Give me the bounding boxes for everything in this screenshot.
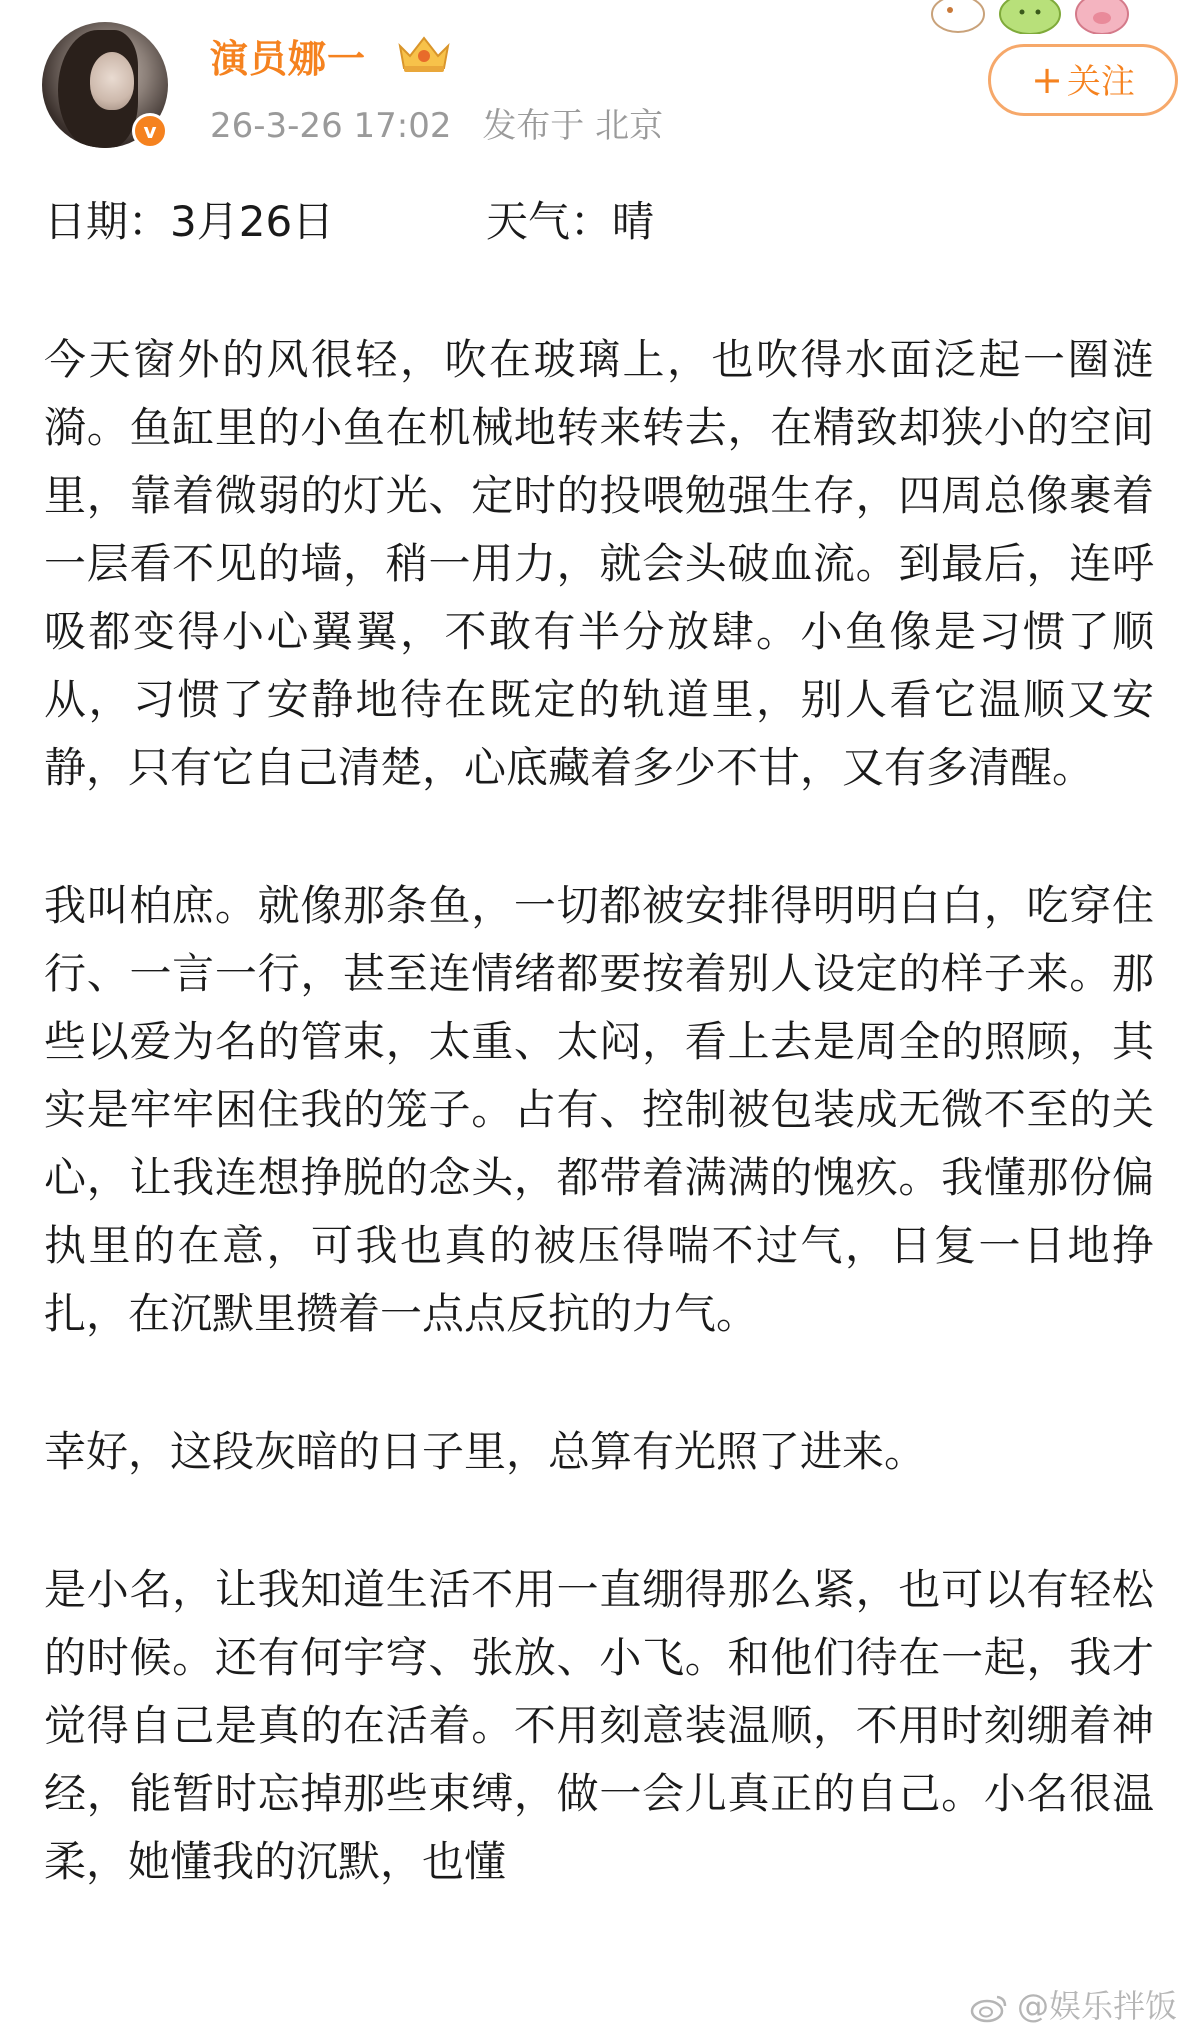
sticker-icons [930,0,1130,34]
verified-badge-icon: v [132,113,168,149]
weibo-logo-icon [969,1993,1009,2023]
paragraph: 幸好，这段灰暗的日子里，总算有光照了进来。 [44,1427,927,1476]
plus-icon: + [1031,58,1063,102]
diary-date: 日期：3月26日 [44,197,335,246]
post-header [0,0,1189,160]
follow-label: 关注 [1066,62,1135,102]
crown-vip-icon [396,32,452,74]
location: 发布于 北京 [482,106,664,146]
timestamp: 26-3-26 17:02 [210,106,452,146]
post-body [44,188,1154,1966]
watermark [969,1981,1177,2027]
paragraph: 我叫柏庶。就像那条鱼，一切都被安排得明明白白，吃穿住行、一言一行，甚至连情绪都要按着别人设定的样子来。那些以爱为名的管束，太重、太闷，看上去是周全的照顾，其实是牢牢困住我的笼子。占有、控制被包装成无微不至的关心，让我连想挣脱的念头，都带着满满的愧疚。我懂那份偏执里的在意，可我也真的被压得喘不过气，日复一日地挣扎，在沉默里攒着一点点反抗的力气。 [44,881,1154,1338]
diary-weather: 天气：晴 [486,197,655,246]
username[interactable]: 演员娜一 [210,37,367,81]
follow-button[interactable] [988,44,1178,116]
avatar-face [90,52,134,110]
paragraph: 今天窗外的风很轻，吹在玻璃上，也吹得水面泛起一圈涟漪。鱼缸里的小鱼在机械地转来转去，在精致却狭小的空间里，靠着微弱的灯光、定时的投喂勉强生存，四周总像裹着一层看不见的墙，稍一用力，就会头破血流。到最后，连呼吸都变得小心翼翼，不敢有半分放肆。小鱼像是习惯了顺从，习惯了安静地待在既定的轨道里，别人看它温顺又安静，只有它自己清楚，心底藏着多少不甘，又有多清醒。 [44,335,1154,792]
post-meta [210,98,663,147]
diary-header [44,188,1154,256]
paragraph: 是小名，让我知道生活不用一直绷得那么紧，也可以有轻松的时候。还有何宇穹、张放、小飞。和他们待在一起，我才觉得自己是真的在活着。不用刻意装温顺，不用时刻绷着神经，能暂时忘掉那些束缚，做一会儿真正的自己。小名很温柔，她懂我的沉默，也懂 [44,1565,1154,1886]
watermark-text: @娱乐拌饭 [1016,1987,1177,2025]
